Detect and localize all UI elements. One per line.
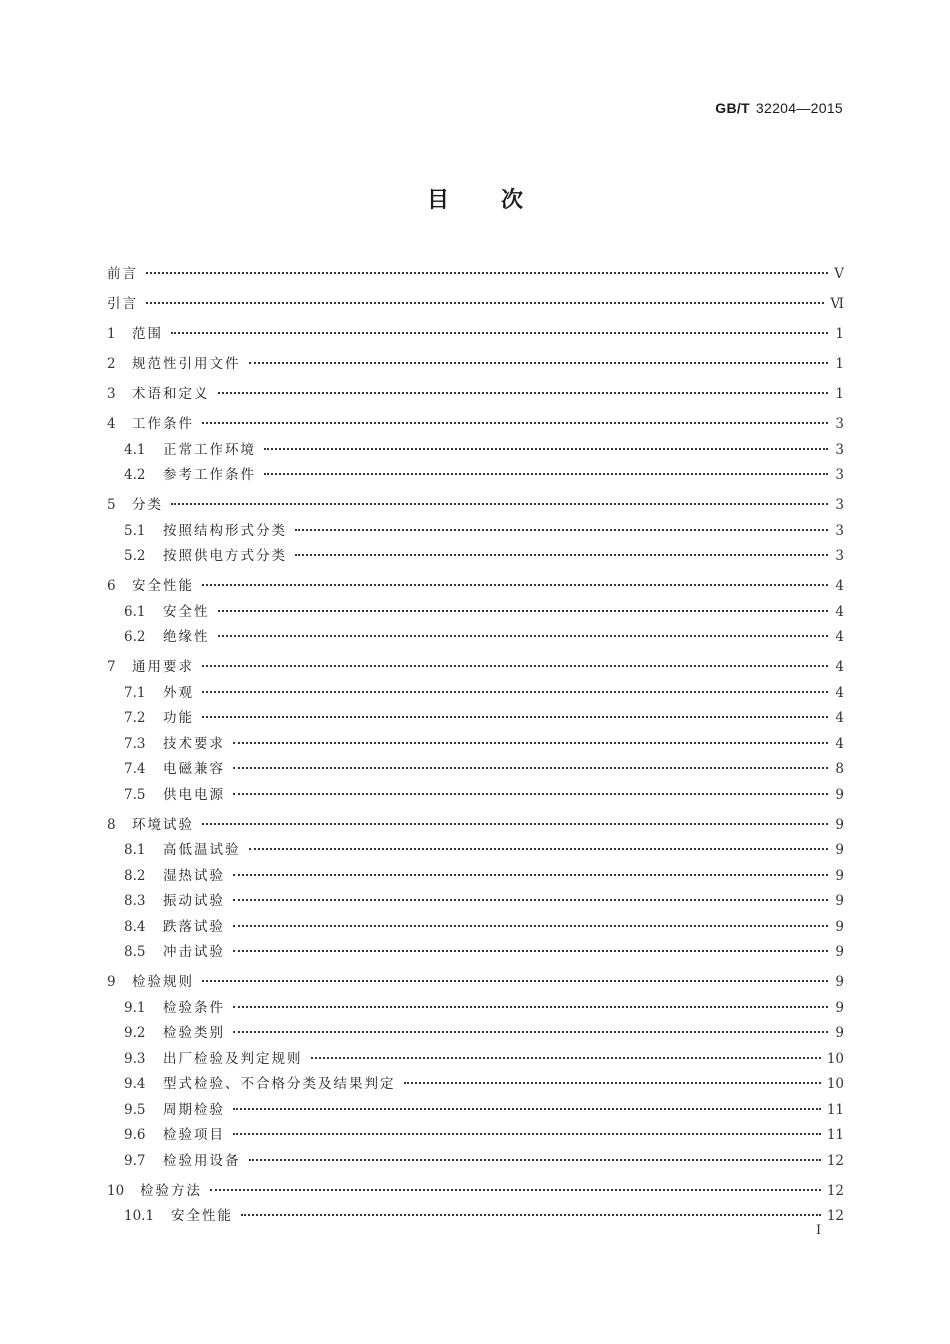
toc-entry-number: 3 <box>107 386 116 402</box>
toc-entry[interactable] <box>107 262 844 288</box>
toc-entry-label: 振动试验 <box>163 893 225 909</box>
toc-entry[interactable] <box>107 1021 844 1047</box>
toc-entry-page: 12 <box>826 1182 844 1199</box>
toc-entry[interactable] <box>107 889 844 915</box>
toc-entry-label: 检验用设备 <box>163 1152 241 1169</box>
dot-leader <box>264 473 828 475</box>
toc-entry[interactable] <box>107 574 844 600</box>
toc-entry-label: 绝缘性 <box>163 629 210 645</box>
toc-entry-label: 高低温试验 <box>163 842 241 858</box>
dot-leader <box>233 742 828 744</box>
toc-entry-page: 9 <box>835 944 844 960</box>
toc-entry[interactable] <box>107 292 844 318</box>
toc-entry-page: 3 <box>835 441 844 458</box>
toc-entry-number: 8.3 <box>124 893 146 909</box>
toc-entry-page: 4 <box>835 684 844 701</box>
toc-entry-page: 9 <box>835 974 844 990</box>
toc-entry-number: 9.3 <box>124 1050 146 1067</box>
toc-entry-label: 检验条件 <box>163 999 225 1016</box>
dot-leader <box>202 823 828 825</box>
toc-entry[interactable] <box>107 706 844 732</box>
toc-entry-label: 通用要求 <box>132 659 194 675</box>
toc-entry-number: 7.3 <box>124 735 146 752</box>
dot-leader <box>202 716 828 718</box>
toc-entry-page: 4 <box>835 710 844 726</box>
toc-entry-number: 6.1 <box>124 603 146 620</box>
toc-entry-page: 9 <box>835 999 844 1016</box>
toc-entry-label: 引言 <box>107 296 138 312</box>
toc-entry-label: 范围 <box>132 326 163 342</box>
toc-entry-label: 技术要求 <box>163 735 225 752</box>
toc-entry-number: 9.6 <box>124 1127 146 1143</box>
toc-entry-page: 4 <box>835 578 844 594</box>
toc-entry-number: 7.2 <box>124 710 146 726</box>
dot-leader <box>233 1133 821 1135</box>
standard-prefix: GB/T <box>715 100 750 116</box>
toc-entry-page: 9 <box>835 918 844 935</box>
toc-entry-page: 9 <box>835 867 844 884</box>
toc-entry-label: 供电电源 <box>163 786 225 803</box>
toc-entry-label: 按照结构形式分类 <box>163 522 287 539</box>
toc-entry-label: 分类 <box>132 497 163 513</box>
dot-leader <box>171 332 828 334</box>
toc-entry[interactable] <box>107 544 844 570</box>
toc-entry[interactable] <box>107 940 844 966</box>
toc-entry-page: 3 <box>835 522 844 539</box>
toc-entry-page: 10 <box>826 1050 844 1067</box>
toc-entry[interactable] <box>107 438 844 464</box>
toc-entry-number: 8.1 <box>124 842 146 858</box>
dot-leader <box>295 529 828 531</box>
dot-leader <box>233 925 828 927</box>
dot-leader <box>146 272 828 274</box>
toc-entry[interactable] <box>107 1149 844 1175</box>
toc-entry-page: 11 <box>826 1101 844 1118</box>
toc-entry[interactable] <box>107 783 844 809</box>
toc-entry-label: 环境试验 <box>132 816 194 833</box>
toc-entry-page: Ⅵ <box>830 296 844 312</box>
toc-entry[interactable] <box>107 625 844 651</box>
toc-entry-page: 1 <box>835 326 844 342</box>
toc-entry-page: 4 <box>835 629 844 645</box>
table-of-contents <box>107 262 844 1230</box>
toc-entry[interactable] <box>107 757 844 783</box>
toc-entry-label: 跌落试验 <box>163 918 225 935</box>
toc-entry-label: 检验类别 <box>163 1025 225 1041</box>
toc-entry-page: Ⅴ <box>834 266 844 282</box>
page-title: 目次 <box>426 188 575 213</box>
toc-entry-label: 外观 <box>163 684 194 701</box>
toc-entry[interactable] <box>107 681 844 707</box>
toc-entry-label: 湿热试验 <box>163 867 225 884</box>
toc-entry-label: 冲击试验 <box>163 944 225 960</box>
toc-entry[interactable] <box>107 463 844 489</box>
toc-entry[interactable] <box>107 412 844 438</box>
toc-entry-label: 检验规则 <box>132 974 194 990</box>
toc-entry-label: 检验方法 <box>140 1182 202 1199</box>
toc-entry-page: 3 <box>835 497 844 513</box>
toc-entry[interactable] <box>107 1204 844 1230</box>
toc-entry-page: 3 <box>835 548 844 564</box>
toc-entry-label: 正常工作环境 <box>163 441 256 458</box>
toc-entry-page: 9 <box>835 893 844 909</box>
toc-entry-number: 5.2 <box>124 548 146 564</box>
toc-entry-label: 出厂检验及判定规则 <box>163 1050 303 1067</box>
dot-leader <box>233 1006 828 1008</box>
toc-entry-label: 安全性 <box>163 603 210 620</box>
toc-entry-label: 安全性能 <box>132 578 194 594</box>
toc-entry-number: 8 <box>107 816 116 833</box>
toc-entry-number: 10.1 <box>124 1208 155 1224</box>
toc-entry-number: 9.1 <box>124 999 146 1016</box>
dot-leader <box>233 1108 821 1110</box>
toc-entry[interactable] <box>107 655 844 681</box>
toc-entry-number: 6.2 <box>124 629 146 645</box>
standard-number: 32204—2015 <box>755 100 843 116</box>
toc-entry[interactable] <box>107 732 844 758</box>
toc-entry-page: 3 <box>835 416 844 432</box>
toc-entry-page: 12 <box>826 1152 844 1169</box>
dot-leader <box>233 1031 828 1033</box>
dot-leader <box>404 1082 821 1084</box>
dot-leader <box>249 848 829 850</box>
toc-entry-label: 参考工作条件 <box>163 467 256 483</box>
dot-leader <box>218 392 829 394</box>
toc-entry-number: 9.2 <box>124 1025 146 1041</box>
toc-entry-number: 5.1 <box>124 522 146 539</box>
toc-entry-label: 规范性引用文件 <box>132 356 241 372</box>
toc-entry-number: 5 <box>107 497 116 513</box>
dot-leader <box>202 980 828 982</box>
toc-entry[interactable] <box>107 813 844 839</box>
toc-entry[interactable] <box>107 1123 844 1149</box>
toc-entry-label: 安全性能 <box>171 1208 233 1224</box>
toc-entry[interactable] <box>107 1047 844 1073</box>
toc-entry-page: 9 <box>835 1025 844 1041</box>
dot-leader <box>218 635 829 637</box>
toc-entry-label: 电磁兼容 <box>163 761 225 777</box>
dot-leader <box>146 302 824 304</box>
dot-leader <box>295 554 828 556</box>
toc-entry[interactable] <box>107 382 844 408</box>
toc-entry-page: 3 <box>835 467 844 483</box>
toc-entry-label: 型式检验、不合格分类及结果判定 <box>163 1076 396 1092</box>
toc-entry-page: 12 <box>826 1208 844 1224</box>
toc-entry-number: 8.5 <box>124 944 146 960</box>
toc-entry-page: 8 <box>835 761 844 777</box>
toc-entry-number: 8.2 <box>124 867 146 884</box>
toc-entry[interactable] <box>107 600 844 626</box>
toc-entry-number: 4 <box>107 416 116 432</box>
dot-leader <box>171 503 828 505</box>
toc-entry[interactable] <box>107 970 844 996</box>
toc-entry-label: 功能 <box>163 710 194 726</box>
toc-entry-number: 4.2 <box>124 467 146 483</box>
dot-leader <box>218 610 829 612</box>
toc-entry-page: 1 <box>835 356 844 372</box>
toc-entry-number: 7.4 <box>124 761 146 777</box>
page-number: Ⅰ <box>816 1223 822 1238</box>
dot-leader <box>202 584 828 586</box>
dot-leader <box>202 665 828 667</box>
toc-entry-number: 9.4 <box>124 1076 146 1092</box>
toc-entry-number: 7.5 <box>124 786 146 803</box>
toc-entry-label: 按照供电方式分类 <box>163 548 287 564</box>
dot-leader <box>311 1057 821 1059</box>
dot-leader <box>233 767 828 769</box>
toc-entry-label: 术语和定义 <box>132 386 210 402</box>
toc-entry-page: 9 <box>835 842 844 858</box>
dot-leader <box>210 1189 821 1191</box>
dot-leader <box>249 362 829 364</box>
toc-entry[interactable] <box>107 1072 844 1098</box>
toc-entry-page: 1 <box>835 386 844 402</box>
toc-entry-number: 9.5 <box>124 1101 146 1118</box>
toc-entry-page: 9 <box>835 816 844 833</box>
toc-entry-page: 4 <box>835 659 844 675</box>
toc-entry-page: 10 <box>826 1076 844 1092</box>
toc-entry[interactable] <box>107 864 844 890</box>
standard-code <box>715 100 843 116</box>
toc-entry-number: 7.1 <box>124 684 146 701</box>
toc-entry[interactable] <box>107 1179 844 1205</box>
toc-entry[interactable] <box>107 915 844 941</box>
toc-entry-number: 10 <box>107 1182 125 1199</box>
toc-entry-number: 7 <box>107 659 116 675</box>
toc-entry-page: 9 <box>835 786 844 803</box>
dot-leader <box>233 874 828 876</box>
toc-entry-label: 周期检验 <box>163 1101 225 1118</box>
toc-entry-number: 9 <box>107 974 116 990</box>
toc-entry[interactable] <box>107 838 844 864</box>
toc-entry-number: 6 <box>107 578 116 594</box>
dot-leader <box>202 691 828 693</box>
toc-entry-number: 2 <box>107 356 116 372</box>
toc-entry[interactable] <box>107 322 844 348</box>
dot-leader <box>264 448 828 450</box>
toc-entry-number: 8.4 <box>124 918 146 935</box>
toc-entry-label: 前言 <box>107 266 138 282</box>
dot-leader <box>233 950 828 952</box>
toc-entry-page: 4 <box>835 735 844 752</box>
toc-entry-page: 4 <box>835 603 844 620</box>
toc-entry[interactable] <box>107 493 844 519</box>
dot-leader <box>233 793 828 795</box>
toc-entry-label: 工作条件 <box>132 416 194 432</box>
dot-leader <box>202 422 828 424</box>
toc-entry[interactable] <box>107 519 844 545</box>
toc-entry-label: 检验项目 <box>163 1127 225 1143</box>
toc-entry[interactable] <box>107 996 844 1022</box>
toc-entry-number: 4.1 <box>124 441 146 458</box>
toc-entry-number: 9.7 <box>124 1152 146 1169</box>
toc-entry-page: 11 <box>826 1127 844 1143</box>
dot-leader <box>241 1214 821 1216</box>
toc-entry[interactable] <box>107 1098 844 1124</box>
dot-leader <box>233 899 828 901</box>
toc-entry[interactable] <box>107 352 844 378</box>
dot-leader <box>249 1159 821 1161</box>
toc-entry-number: 1 <box>107 326 116 342</box>
